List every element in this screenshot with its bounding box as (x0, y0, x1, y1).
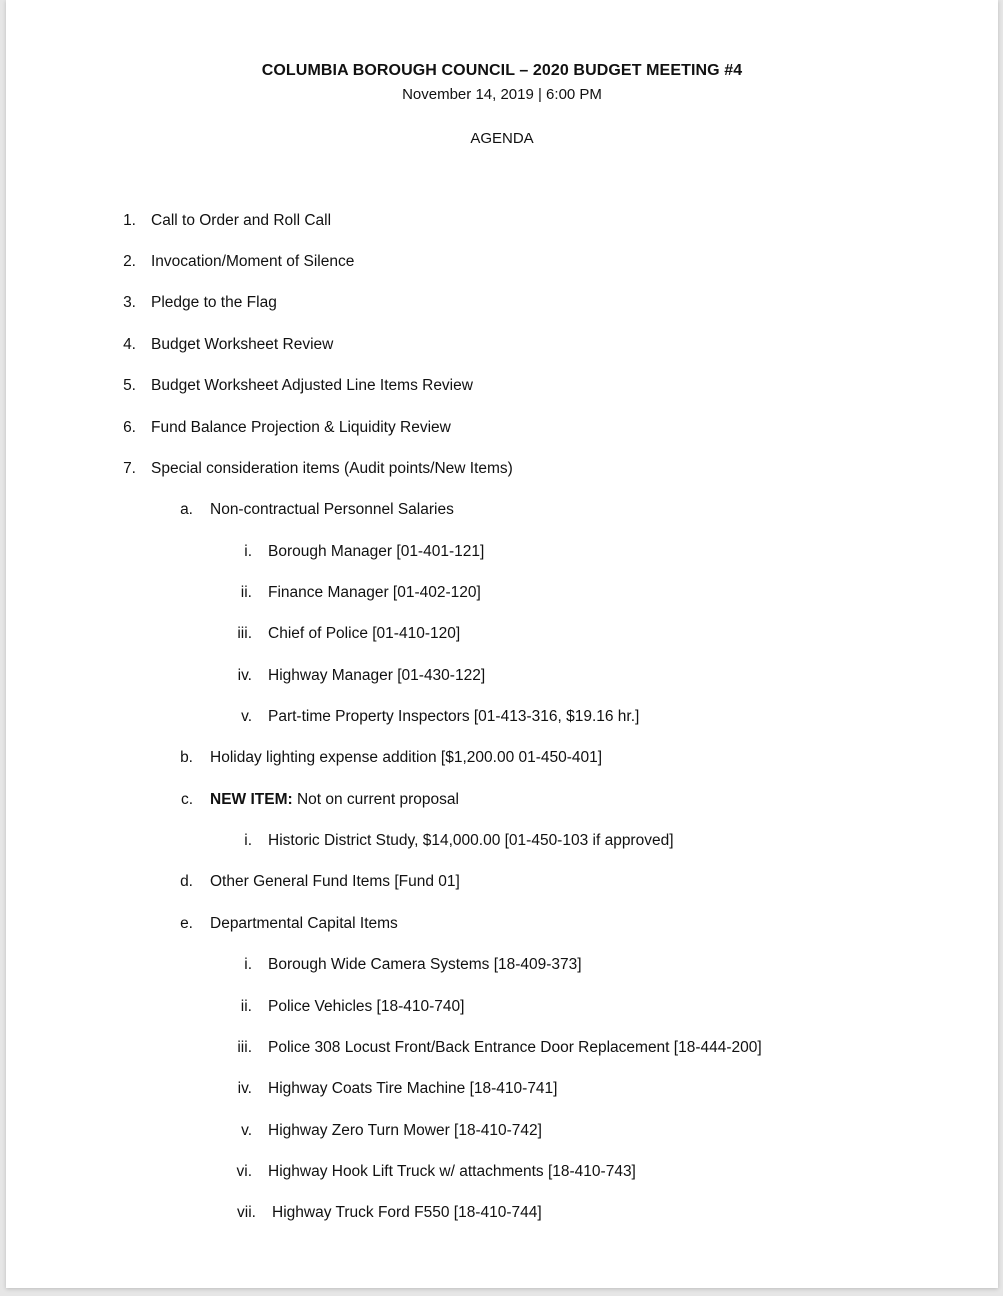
document-page (6, 0, 998, 1288)
item-marker: vii. (237, 1204, 256, 1221)
item-marker: 3. (123, 294, 136, 311)
item-text (210, 790, 459, 810)
item-marker: 4. (123, 336, 136, 353)
item-text: Finance Manager [01-402-120] (268, 584, 481, 601)
item-marker: 2. (123, 253, 136, 270)
item-text: Call to Order and Roll Call (151, 212, 332, 229)
item-text: Invocation/Moment of Silence (151, 253, 355, 270)
item-text: Fund Balance Projection & Liquidity Review (151, 419, 451, 436)
item-marker: 6. (123, 419, 136, 436)
item-text: Departmental Capital Items (210, 915, 398, 932)
item-text: Highway Truck Ford F550 [18-410-744] (272, 1204, 542, 1221)
item-text: Other General Fund Items [Fund 01] (210, 873, 460, 890)
agenda-heading: AGENDA (470, 130, 534, 147)
item-marker: i. (244, 543, 252, 560)
item-marker: 5. (123, 377, 136, 394)
item-text: Borough Manager [01-401-121] (268, 543, 485, 560)
item-marker: d. (180, 873, 193, 890)
page-title: COLUMBIA BOROUGH COUNCIL – 2020 BUDGET MEETING #4 (261, 62, 743, 79)
item-text: Police 308 Locust Front/Back Entrance Door Replacement [18-444-200] (268, 1039, 762, 1056)
item-marker: iii. (237, 1039, 252, 1056)
item-marker: i. (244, 956, 252, 973)
item-text: Historic District Study, $14,000.00 [01-450-103 if approved] (268, 832, 674, 849)
item-text: Budget Worksheet Adjusted Line Items Review (151, 377, 473, 394)
item-marker: iv. (237, 667, 252, 684)
item-marker: 1. (123, 212, 136, 229)
item-marker: b. (180, 749, 193, 766)
item-marker: iii. (237, 625, 252, 642)
item-marker: 7. (123, 460, 136, 477)
item-text: Non-contractual Personnel Salaries (210, 501, 454, 518)
item-text: Special consideration items (Audit points/New Items) (151, 460, 513, 477)
item-marker: i. (244, 832, 252, 849)
item-text: Highway Coats Tire Machine [18-410-741] (268, 1080, 558, 1097)
item-marker: v. (241, 708, 252, 725)
item-marker: ii. (240, 998, 252, 1015)
item-marker: e. (180, 915, 193, 932)
item-marker: ii. (240, 584, 252, 601)
item-text: Chief of Police [01-410-120] (268, 625, 461, 642)
item-text: Highway Hook Lift Truck w/ attachments [18-410-743] (268, 1163, 636, 1180)
item-text: Holiday lighting expense addition [$1,200.00 01-450-401] (210, 749, 603, 766)
item-marker: a. (180, 501, 193, 518)
item-text: Borough Wide Camera Systems [18-409-373] (268, 956, 582, 973)
item-marker: v. (241, 1122, 252, 1139)
item-marker: c. (180, 791, 193, 808)
meeting-datetime: November 14, 2019 | 6:00 PM (402, 86, 602, 103)
new-item-label: NEW ITEM: (210, 791, 293, 808)
item-marker: iv. (237, 1080, 252, 1097)
item-text: Part-time Property Inspectors [01-413-316, $19.16 hr.] (268, 708, 640, 725)
item-text: Budget Worksheet Review (151, 336, 334, 353)
item-text: Highway Manager [01-430-122] (268, 667, 486, 684)
item-text: Pledge to the Flag (151, 294, 277, 311)
item-marker: vi. (236, 1163, 252, 1180)
item-text: Highway Zero Turn Mower [18-410-742] (268, 1122, 542, 1139)
item-text: Police Vehicles [18-410-740] (268, 998, 465, 1015)
new-item-note: Not on current proposal (292, 791, 459, 808)
